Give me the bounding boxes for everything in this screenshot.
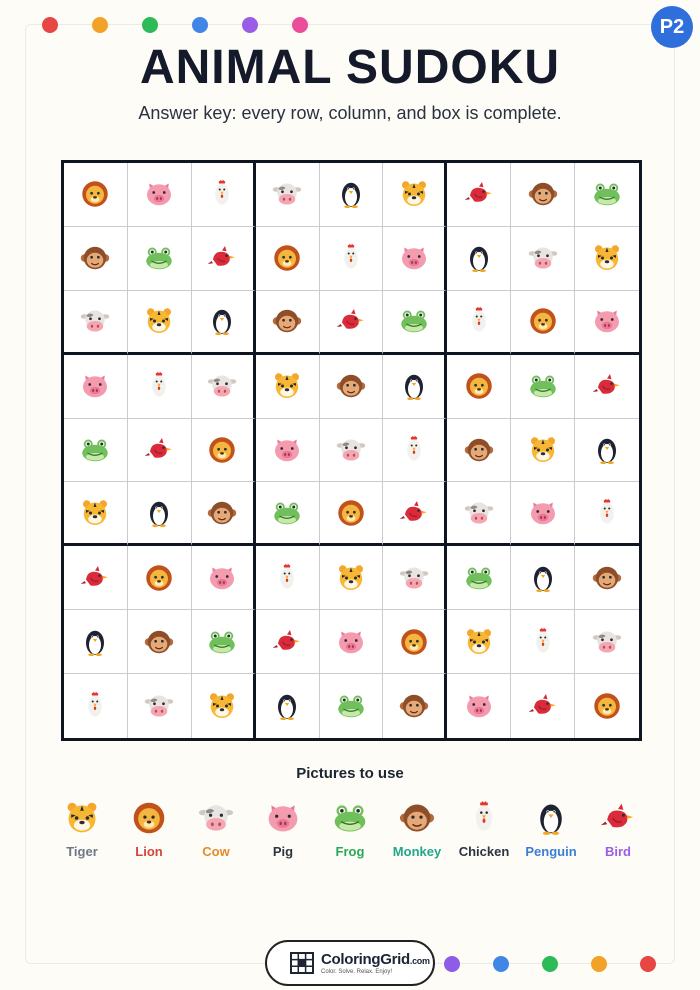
- penguin-icon: [592, 435, 622, 465]
- grid-cell: [320, 291, 384, 355]
- tiger-icon: [64, 800, 100, 836]
- grid-cell: [575, 610, 639, 674]
- chicken-icon: [466, 800, 502, 836]
- pig-icon: [265, 800, 301, 836]
- lion-icon: [336, 498, 366, 528]
- grid-cell: [128, 227, 192, 291]
- tiger-icon: [272, 371, 302, 401]
- tiger-icon: [399, 179, 429, 209]
- decor-dot: [542, 956, 558, 972]
- tiger-icon: [80, 498, 110, 528]
- grid-cell: [511, 674, 575, 738]
- legend-label: Bird: [605, 844, 631, 859]
- legend-label: Monkey: [392, 844, 442, 859]
- legend-label: Cow: [202, 844, 230, 859]
- legend-label: Penguin: [525, 844, 577, 859]
- grid-cell: [192, 419, 256, 483]
- legend-label: Frog: [335, 844, 365, 859]
- frog-icon: [464, 563, 494, 593]
- grid-cell: [447, 546, 511, 610]
- penguin-icon: [272, 691, 302, 721]
- cow-icon: [464, 498, 494, 528]
- grid-cell: [64, 482, 128, 546]
- grid-cell: [320, 419, 384, 483]
- grid-cell: [64, 227, 128, 291]
- legend-item-monkey: [384, 800, 450, 859]
- bird-icon: [207, 243, 237, 273]
- cow-icon: [592, 627, 622, 657]
- pig-icon: [399, 243, 429, 273]
- cow-icon: [399, 563, 429, 593]
- tiger-icon: [336, 563, 366, 593]
- grid-cell: [320, 674, 384, 738]
- legend-item-penguin: [518, 800, 584, 859]
- grid-cell: [383, 610, 447, 674]
- legend-title: Pictures to use: [296, 765, 404, 782]
- grid-cell: [128, 419, 192, 483]
- grid-cell: [320, 227, 384, 291]
- legend-label: Lion: [135, 844, 163, 859]
- grid-cell: [192, 227, 256, 291]
- monkey-icon: [336, 371, 366, 401]
- page-subtitle: Answer key: every row, column, and box is complete.: [138, 103, 562, 123]
- grid-cell: [383, 227, 447, 291]
- monkey-icon: [207, 498, 237, 528]
- pig-icon: [272, 435, 302, 465]
- frog-icon: [399, 306, 429, 336]
- grid-cell: [383, 546, 447, 610]
- grid-cell: [128, 546, 192, 610]
- tiger-icon: [207, 691, 237, 721]
- grid-cell: [128, 610, 192, 674]
- grid-cell: [256, 227, 320, 291]
- chicken-icon: [399, 435, 429, 465]
- frog-icon: [528, 371, 558, 401]
- grid-cell: [575, 482, 639, 546]
- grid-cell: [64, 546, 128, 610]
- penguin-icon: [207, 306, 237, 336]
- pig-icon: [592, 306, 622, 336]
- bird-icon: [80, 563, 110, 593]
- chicken-icon: [592, 498, 622, 528]
- grid-cell: [256, 355, 320, 419]
- grid-cell: [447, 419, 511, 483]
- pig-icon: [528, 498, 558, 528]
- sudoku-grid: [61, 160, 642, 741]
- decor-dot: [493, 956, 509, 972]
- lion-icon: [592, 691, 622, 721]
- legend-item-tiger: [49, 800, 115, 859]
- grid-cell: [511, 163, 575, 227]
- grid-cell: [64, 163, 128, 227]
- pig-icon: [144, 179, 174, 209]
- lion-icon: [464, 371, 494, 401]
- bird-icon: [399, 498, 429, 528]
- frog-icon: [332, 800, 368, 836]
- monkey-icon: [592, 563, 622, 593]
- monkey-icon: [144, 627, 174, 657]
- grid-cell: [64, 419, 128, 483]
- grid-cell: [64, 291, 128, 355]
- chicken-icon: [207, 179, 237, 209]
- grid-cell: [383, 482, 447, 546]
- grid-cell: [575, 163, 639, 227]
- grid-cell: [64, 674, 128, 738]
- grid-cell: [447, 674, 511, 738]
- page-title: ANIMAL SUDOKU: [139, 41, 561, 94]
- grid-cell: [383, 163, 447, 227]
- grid-cell: [320, 355, 384, 419]
- frog-icon: [592, 179, 622, 209]
- bird-icon: [464, 179, 494, 209]
- grid-cell: [447, 291, 511, 355]
- decor-dot: [142, 17, 158, 33]
- logo-domain: .com: [409, 956, 430, 966]
- penguin-icon: [399, 371, 429, 401]
- chicken-icon: [336, 243, 366, 273]
- logo-tagline: Color. Solve. Relax. Enjoy!: [321, 969, 393, 975]
- legend-label: Chicken: [458, 844, 510, 859]
- grid-cell: [447, 610, 511, 674]
- penguin-icon: [533, 800, 569, 836]
- grid-cell: [128, 674, 192, 738]
- lion-icon: [144, 563, 174, 593]
- grid-cell: [320, 163, 384, 227]
- grid-cell: [447, 355, 511, 419]
- penguin-icon: [80, 627, 110, 657]
- legend-item-frog: [317, 800, 383, 859]
- grid-cell: [192, 482, 256, 546]
- lion-icon: [272, 243, 302, 273]
- legend-label: Tiger: [66, 844, 98, 859]
- lion-icon: [528, 306, 558, 336]
- monkey-icon: [528, 179, 558, 209]
- decor-dot: [242, 17, 258, 33]
- cow-icon: [272, 179, 302, 209]
- legend-item-bird: [585, 800, 651, 859]
- bird-icon: [592, 371, 622, 401]
- legend: [49, 800, 651, 859]
- bird-icon: [272, 627, 302, 657]
- monkey-icon: [464, 435, 494, 465]
- tiger-icon: [144, 306, 174, 336]
- lion-icon: [399, 627, 429, 657]
- decor-dot: [640, 956, 656, 972]
- penguin-icon: [336, 179, 366, 209]
- pig-icon: [336, 627, 366, 657]
- cow-icon: [80, 306, 110, 336]
- grid-cell: [511, 419, 575, 483]
- chicken-icon: [144, 371, 174, 401]
- grid-cell: [192, 163, 256, 227]
- penguin-icon: [528, 563, 558, 593]
- decor-dot: [192, 17, 208, 33]
- legend-item-chicken: [451, 800, 517, 859]
- cow-icon: [144, 691, 174, 721]
- grid-cell: [511, 291, 575, 355]
- penguin-icon: [464, 243, 494, 273]
- lion-icon: [80, 179, 110, 209]
- frog-icon: [272, 498, 302, 528]
- grid-cell: [511, 546, 575, 610]
- pig-icon: [464, 691, 494, 721]
- monkey-icon: [80, 243, 110, 273]
- page-badge: P2: [651, 6, 693, 48]
- monkey-icon: [399, 691, 429, 721]
- bird-icon: [528, 691, 558, 721]
- grid-cell: [383, 674, 447, 738]
- grid-cell: [256, 163, 320, 227]
- tiger-icon: [592, 243, 622, 273]
- grid-cell: [320, 482, 384, 546]
- legend-item-pig: [250, 800, 316, 859]
- bird-icon: [600, 800, 636, 836]
- grid-cell: [256, 419, 320, 483]
- bird-icon: [336, 306, 366, 336]
- monkey-icon: [272, 306, 302, 336]
- grid-cell: [192, 610, 256, 674]
- grid-cell: [383, 355, 447, 419]
- grid-cell: [64, 355, 128, 419]
- pig-icon: [207, 563, 237, 593]
- bird-icon: [144, 435, 174, 465]
- grid-cell: [447, 163, 511, 227]
- grid-cell: [128, 163, 192, 227]
- penguin-icon: [144, 498, 174, 528]
- lion-icon: [131, 800, 167, 836]
- grid-cell: [256, 291, 320, 355]
- frog-icon: [336, 691, 366, 721]
- grid-cell: [383, 419, 447, 483]
- decor-dot: [591, 956, 607, 972]
- tiger-icon: [464, 627, 494, 657]
- chicken-icon: [528, 627, 558, 657]
- legend-item-lion: [116, 800, 182, 859]
- tiger-icon: [528, 435, 558, 465]
- decor-dot: [292, 17, 308, 33]
- legend-item-cow: [183, 800, 249, 859]
- monkey-icon: [399, 800, 435, 836]
- chicken-icon: [80, 691, 110, 721]
- decor-dot: [42, 17, 58, 33]
- grid-cell: [64, 610, 128, 674]
- grid-cell: [511, 227, 575, 291]
- cow-icon: [198, 800, 234, 836]
- grid-cell: [575, 546, 639, 610]
- grid-cell: [447, 482, 511, 546]
- grid-cell: [511, 482, 575, 546]
- frog-icon: [80, 435, 110, 465]
- grid-cell: [511, 355, 575, 419]
- decor-dot: [92, 17, 108, 33]
- chicken-icon: [464, 306, 494, 336]
- grid-cell: [320, 546, 384, 610]
- grid-cell: [383, 291, 447, 355]
- frog-icon: [144, 243, 174, 273]
- grid-cell: [128, 482, 192, 546]
- grid-cell: [192, 546, 256, 610]
- grid-cell: [447, 227, 511, 291]
- grid-cell: [575, 419, 639, 483]
- lion-icon: [207, 435, 237, 465]
- logo-name: ColoringGrid: [321, 951, 410, 968]
- grid-cell: [128, 291, 192, 355]
- cow-icon: [336, 435, 366, 465]
- decor-dots-top: [42, 17, 342, 33]
- grid-cell: [192, 355, 256, 419]
- grid-cell: [192, 674, 256, 738]
- cow-icon: [528, 243, 558, 273]
- grid-cell: [575, 291, 639, 355]
- grid-cell: [256, 674, 320, 738]
- frog-icon: [207, 627, 237, 657]
- decor-dots-bottom: [444, 956, 689, 972]
- grid-cell: [511, 610, 575, 674]
- grid-cell: [192, 291, 256, 355]
- grid-cell: [575, 227, 639, 291]
- grid-cell: [575, 355, 639, 419]
- legend-label: Pig: [272, 844, 294, 859]
- grid-cell: [128, 355, 192, 419]
- grid-cell: [575, 674, 639, 738]
- chicken-icon: [272, 563, 302, 593]
- grid-cell: [256, 610, 320, 674]
- logo-grid-icon: [289, 949, 317, 977]
- decor-dot: [444, 956, 460, 972]
- grid-cell: [256, 482, 320, 546]
- site-logo: [265, 940, 435, 986]
- grid-cell: [320, 610, 384, 674]
- cow-icon: [207, 371, 237, 401]
- pig-icon: [80, 371, 110, 401]
- grid-cell: [256, 546, 320, 610]
